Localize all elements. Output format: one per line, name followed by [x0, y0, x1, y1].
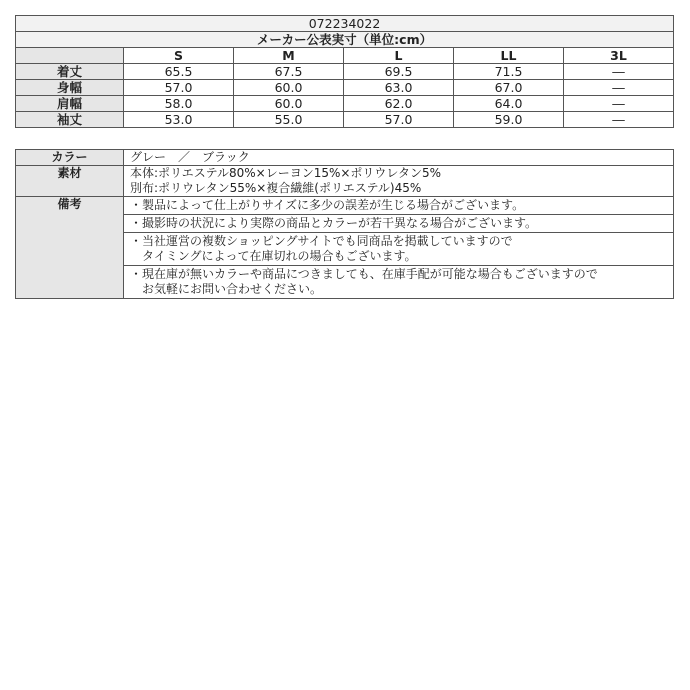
table-row: [16, 112, 674, 128]
cell-value: ―: [564, 80, 674, 96]
notes-row: [16, 197, 674, 299]
note-line: ・現在庫が無いカラーや商品につきましても、在庫手配が可能な場合もございますので: [130, 267, 598, 281]
size-header-3l: 3L: [564, 48, 674, 64]
cell-value: ―: [564, 96, 674, 112]
size-header-s: S: [124, 48, 234, 64]
material-line: 別布:ポリウレタン55%×複合繊維(ポリエステル)45%: [130, 181, 422, 195]
cell-value: 60.0: [234, 80, 344, 96]
size-header-blank: [16, 48, 124, 64]
note-item: [124, 233, 673, 266]
size-table: [15, 15, 674, 128]
note-line: お気軽にお問い合わせください。: [130, 282, 323, 296]
color-row: [16, 150, 674, 166]
cell-value: 64.0: [454, 96, 564, 112]
row-label: 身幅: [16, 80, 124, 96]
note-line: タイミングによって在庫切れの場合もございます。: [130, 249, 417, 263]
note-item: [124, 197, 673, 215]
cell-value: ―: [564, 112, 674, 128]
size-header-m: M: [234, 48, 344, 64]
cell-value: 53.0: [124, 112, 234, 128]
cell-value: 67.5: [234, 64, 344, 80]
product-code: 072234022: [16, 16, 674, 32]
table-row: [16, 96, 674, 112]
row-label: 着丈: [16, 64, 124, 80]
cell-value: 59.0: [454, 112, 564, 128]
cell-value: 57.0: [124, 80, 234, 96]
table-row: [16, 80, 674, 96]
color-label: カラー: [16, 150, 124, 166]
cell-value: 57.0: [344, 112, 454, 128]
cell-value: 67.0: [454, 80, 564, 96]
material-line: 本体:ポリエステル80%×レーヨン15%×ポリウレタン5%: [130, 166, 441, 180]
row-label: 袖丈: [16, 112, 124, 128]
row-label: 肩幅: [16, 96, 124, 112]
cell-value: 58.0: [124, 96, 234, 112]
note-line: ・製品によって仕上がりサイズに多少の誤差が生じる場合がございます。: [130, 198, 525, 212]
note-item: [124, 266, 673, 298]
size-header-l: L: [344, 48, 454, 64]
note-line: ・撮影時の状況により実際の商品とカラーが若干異なる場合がございます。: [130, 216, 538, 230]
cell-value: 62.0: [344, 96, 454, 112]
note-item: [124, 215, 673, 233]
cell-value: 69.5: [344, 64, 454, 80]
color-value: グレー ／ ブラック: [124, 150, 674, 166]
cell-value: 65.5: [124, 64, 234, 80]
table-row: [16, 64, 674, 80]
material-label: 素材: [16, 166, 124, 197]
size-header-ll: LL: [454, 48, 564, 64]
material-row: [16, 166, 674, 197]
notes-label: 備考: [16, 197, 124, 299]
size-header-row: [16, 48, 674, 64]
cell-value: 55.0: [234, 112, 344, 128]
cell-value: 60.0: [234, 96, 344, 112]
notes-list: [124, 197, 674, 299]
note-line: ・当社運営の複数ショッピングサイトでも同商品を掲載していますので: [130, 234, 513, 248]
info-table: [15, 149, 674, 299]
cell-value: 63.0: [344, 80, 454, 96]
cell-value: 71.5: [454, 64, 564, 80]
material-value: [124, 166, 674, 197]
cell-value: ―: [564, 64, 674, 80]
size-table-title: メーカー公表実寸（単位:cm）: [16, 32, 674, 48]
